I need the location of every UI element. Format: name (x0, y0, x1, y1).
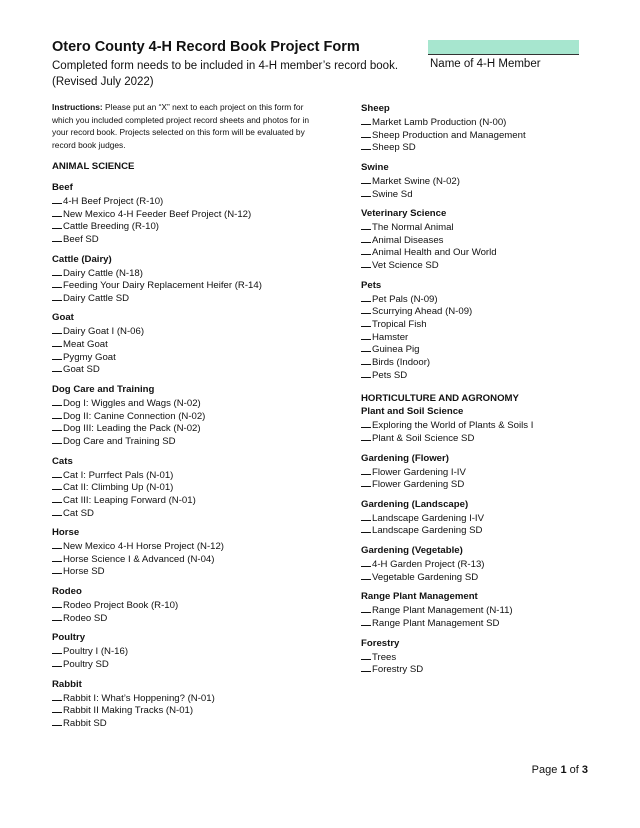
instructions (52, 101, 312, 151)
section-title: Gardening (Vegetable) (361, 545, 463, 557)
project-label: Plant & Soil Science SD (372, 432, 475, 444)
project-label: Trees (372, 651, 397, 663)
subtitle-line-1: Completed form needs to be included in 4-H member’s record book. (52, 60, 399, 72)
of-word: of (569, 764, 579, 776)
checkbox-blank[interactable] (52, 611, 62, 621)
right-sections-animal (361, 102, 631, 380)
section-horse (52, 526, 342, 577)
section-title: Forestry (361, 637, 400, 649)
project-label: Feeding Your Dairy Replacement Heifer (R-14) (63, 280, 262, 292)
project-item (361, 662, 631, 675)
project-item (361, 342, 631, 355)
section-title: Veterinary Science (361, 208, 447, 220)
checkbox-blank[interactable] (52, 291, 62, 301)
section-gardening-landscape (361, 498, 631, 536)
checkbox-blank[interactable] (361, 616, 371, 626)
checkbox-blank[interactable] (361, 368, 371, 378)
project-label: Horse Science I & Advanced (N-04) (63, 553, 215, 565)
checkbox-blank[interactable] (361, 115, 371, 125)
project-item (52, 598, 342, 611)
project-label: Poultry I (N-16) (63, 646, 129, 658)
checkbox-blank[interactable] (361, 523, 371, 533)
project-label: Market Lamb Production (N-00) (372, 117, 507, 128)
project-item (52, 506, 342, 519)
project-label: Rodeo Project Book (R-10) (63, 600, 179, 612)
project-item (52, 194, 342, 207)
project-label: Rodeo SD (63, 612, 108, 624)
project-label: Animal Health and Our World (372, 247, 497, 259)
checkbox-blank[interactable] (52, 598, 62, 608)
section-cats (52, 455, 342, 519)
checkbox-blank[interactable] (361, 245, 371, 255)
member-name-field[interactable] (428, 40, 579, 55)
project-item (52, 493, 342, 506)
project-label: Flower Gardening I-IV (372, 466, 466, 478)
project-item (361, 220, 631, 233)
project-label: Scurrying Ahead (N-09) (372, 306, 473, 318)
section-gardening-vegetable (361, 544, 631, 582)
project-label: Pet Pals (N-09) (372, 293, 438, 305)
project-item (361, 304, 631, 317)
checkbox-blank[interactable] (361, 557, 371, 567)
project-label: Swine Sd (372, 188, 413, 200)
left-sections (52, 181, 342, 729)
checkbox-blank[interactable] (361, 330, 371, 340)
checkbox-blank[interactable] (52, 564, 62, 574)
checkbox-blank[interactable] (361, 304, 371, 314)
left-column (52, 160, 342, 729)
project-label: Range Plant Management (N-11) (372, 605, 513, 617)
checkbox-blank[interactable] (52, 362, 62, 372)
checkbox-blank[interactable] (361, 650, 371, 660)
project-item (52, 396, 342, 409)
page-word: Page (531, 764, 558, 776)
project-item (52, 644, 342, 657)
section-title: Pets (361, 279, 382, 291)
project-label: Cat II: Climbing Up (N-01) (63, 482, 174, 494)
project-item (52, 552, 342, 565)
project-item (361, 140, 631, 153)
project-label: Vegetable Gardening SD (372, 571, 479, 583)
checkbox-blank[interactable] (361, 187, 371, 197)
section-title: Gardening (Flower) (361, 452, 449, 464)
checkbox-blank[interactable] (52, 266, 62, 276)
section-forestry (361, 637, 631, 675)
checkbox-blank[interactable] (361, 431, 371, 441)
section-range-plant-management (361, 590, 631, 628)
section-goat (52, 311, 342, 375)
project-label: Horse SD (63, 566, 105, 578)
project-item (361, 115, 631, 128)
checkbox-blank[interactable] (52, 421, 62, 431)
section-title: Horse (52, 527, 80, 539)
checkbox-blank[interactable] (361, 418, 371, 428)
member-name-label: Name of 4-H Member (430, 58, 541, 70)
section-title: Beef (52, 182, 73, 193)
section-title: Plant and Soil Science (361, 406, 464, 418)
project-label: Rabbit II Making Tracks (N-01) (63, 705, 194, 717)
section-title: Gardening (Landscape) (361, 498, 469, 510)
project-label: Dairy Cattle SD (63, 292, 130, 304)
section-poultry (52, 631, 342, 669)
project-item (361, 233, 631, 246)
instructions-text: Please put an “X” next to each project on this form for which you included completed project record sheets and photos for in your record book. Projects selected on this form will be evaluated by record book judges. (52, 102, 309, 150)
section-sheep (361, 102, 631, 153)
section-title: Swine (361, 161, 389, 173)
project-label: Pets SD (372, 369, 408, 381)
page-footer (532, 764, 588, 776)
project-item (361, 418, 631, 431)
page-total: 3 (581, 764, 588, 776)
project-label: Cattle Breeding (R-10) (63, 221, 159, 233)
project-item (52, 278, 342, 291)
checkbox-blank[interactable] (361, 140, 371, 150)
page-number: 1 (560, 764, 567, 776)
section-cattle-dairy (52, 253, 342, 304)
project-label: Dog III: Leading the Pack (N-02) (63, 423, 201, 435)
project-item (361, 570, 631, 583)
checkbox-blank[interactable] (361, 317, 371, 327)
project-label: 4-H Beef Project (R-10) (63, 196, 164, 207)
project-item (52, 480, 342, 493)
project-item (361, 511, 631, 524)
checkbox-blank[interactable] (361, 342, 371, 352)
project-label: Market Swine (N-02) (372, 175, 460, 187)
category-horticulture: HORTICULTURE AND AGRONOMY (361, 393, 519, 405)
project-label: Sheep Production and Management (372, 129, 526, 141)
checkbox-blank[interactable] (52, 278, 62, 288)
project-item (52, 657, 342, 670)
section-pets (361, 279, 631, 380)
project-item (361, 368, 631, 381)
project-label: Landscape Gardening SD (372, 525, 483, 537)
section-gardening-flower (361, 452, 631, 490)
project-item (361, 557, 631, 570)
project-label: Dog II: Canine Connection (N-02) (63, 410, 206, 422)
project-item (52, 409, 342, 422)
project-item (361, 292, 631, 305)
project-item (52, 703, 342, 716)
project-label: Rabbit I: What’s Hoppening? (N-01) (63, 692, 215, 704)
project-label: Flower Gardening SD (372, 479, 465, 491)
project-item (52, 232, 342, 245)
project-label: Meat Goat (63, 339, 108, 351)
project-label: Sheep SD (372, 142, 416, 154)
checkbox-blank[interactable] (52, 409, 62, 419)
checkbox-blank[interactable] (361, 233, 371, 243)
section-title: Rabbit (52, 678, 82, 690)
checkbox-blank[interactable] (52, 337, 62, 347)
project-label: Tropical Fish (372, 319, 427, 331)
project-label: Dog I: Wiggles and Wags (N-02) (63, 398, 201, 410)
project-label: Cat I: Purrfect Pals (N-01) (63, 469, 174, 481)
section-title: Dog Care and Training (52, 384, 155, 396)
section-title: Poultry (52, 632, 86, 644)
project-label: Dairy Cattle (N-18) (63, 267, 143, 279)
section-title: Rodeo (52, 586, 82, 598)
project-item (52, 539, 342, 552)
project-label: Exploring the World of Plants & Soils I (372, 420, 534, 432)
section-title: Cats (52, 455, 73, 467)
section-beef (52, 181, 342, 245)
checkbox-blank[interactable] (361, 603, 371, 613)
checkbox-blank[interactable] (52, 480, 62, 490)
subtitle-line-2: (Revised July 2022) (52, 76, 154, 88)
section-dog-care-and-training (52, 383, 342, 447)
project-item (361, 477, 631, 490)
project-label: Poultry SD (63, 659, 109, 671)
project-item (361, 431, 631, 444)
project-label: Beef SD (63, 233, 99, 245)
project-item (361, 650, 631, 663)
checkbox-blank[interactable] (52, 539, 62, 549)
project-label: Goat SD (63, 364, 100, 376)
project-item (52, 219, 342, 232)
project-label: Pygmy Goat (63, 351, 116, 363)
checkbox-blank[interactable] (52, 716, 62, 726)
form-subtitle (52, 58, 412, 90)
checkbox-blank[interactable] (361, 511, 371, 521)
project-item (52, 611, 342, 624)
section-rabbit (52, 678, 342, 729)
checkbox-blank[interactable] (52, 350, 62, 360)
project-label: Cat III: Leaping Forward (N-01) (63, 494, 196, 506)
project-item (52, 564, 342, 577)
project-label: Cat SD (63, 507, 94, 519)
project-item (52, 207, 342, 220)
project-item (52, 266, 342, 279)
project-item (361, 355, 631, 368)
checkbox-blank[interactable] (52, 194, 62, 204)
section-rodeo (52, 585, 342, 623)
checkbox-blank[interactable] (52, 493, 62, 503)
project-item (361, 523, 631, 536)
project-item (361, 128, 631, 141)
checkbox-blank[interactable] (52, 691, 62, 701)
project-item (52, 716, 342, 729)
right-column (361, 102, 631, 675)
checkbox-blank[interactable] (361, 292, 371, 302)
project-item (361, 603, 631, 616)
project-item (52, 691, 342, 704)
project-item (52, 468, 342, 481)
project-item (52, 324, 342, 337)
form-title: Otero County 4-H Record Book Project Form (52, 39, 360, 55)
section-swine (361, 161, 631, 199)
project-label: Forestry SD (372, 664, 424, 676)
project-item (52, 362, 342, 375)
project-label: Guinea Pig (372, 344, 420, 356)
project-item (52, 291, 342, 304)
checkbox-blank[interactable] (52, 324, 62, 334)
project-item (361, 616, 631, 629)
right-sections-horticulture (361, 405, 631, 675)
section-title: Goat (52, 312, 74, 324)
instructions-label: Instructions: (52, 102, 103, 112)
checkbox-blank[interactable] (361, 220, 371, 230)
project-label: Birds (Indoor) (372, 356, 431, 368)
project-item (361, 187, 631, 200)
checkbox-blank[interactable] (52, 552, 62, 562)
project-label: 4-H Garden Project (R-13) (372, 559, 485, 571)
project-item (361, 174, 631, 187)
checkbox-blank[interactable] (52, 207, 62, 217)
project-label: Dairy Goat I (N-06) (63, 326, 145, 338)
checkbox-blank[interactable] (52, 468, 62, 478)
checkbox-blank[interactable] (361, 570, 371, 580)
project-item (361, 258, 631, 271)
project-item (361, 465, 631, 478)
project-label: Dog Care and Training SD (63, 435, 176, 447)
project-label: Rabbit SD (63, 717, 107, 729)
checkbox-blank[interactable] (52, 644, 62, 654)
project-label: Animal Diseases (372, 234, 444, 246)
section-title: Range Plant Management (361, 591, 478, 603)
checkbox-blank[interactable] (361, 174, 371, 184)
project-item (52, 350, 342, 363)
checkbox-blank[interactable] (52, 434, 62, 444)
checkbox-blank[interactable] (52, 232, 62, 242)
category-animal-science: ANIMAL SCIENCE (52, 161, 135, 172)
project-item (361, 330, 631, 343)
checkbox-blank[interactable] (52, 219, 62, 229)
project-label: Vet Science SD (372, 260, 439, 272)
project-label: Hamster (372, 331, 409, 343)
checkbox-blank[interactable] (361, 477, 371, 487)
checkbox-blank[interactable] (361, 258, 371, 268)
checkbox-blank[interactable] (52, 703, 62, 713)
section-title: Sheep (361, 103, 390, 114)
checkbox-blank[interactable] (361, 128, 371, 138)
checkbox-blank[interactable] (361, 662, 371, 672)
project-label: The Normal Animal (372, 222, 454, 234)
project-label: New Mexico 4-H Horse Project (N-12) (63, 541, 224, 553)
section-title: Cattle (Dairy) (52, 253, 112, 265)
checkbox-blank[interactable] (52, 506, 62, 516)
checkbox-blank[interactable] (361, 465, 371, 475)
project-item (361, 245, 631, 258)
checkbox-blank[interactable] (52, 657, 62, 667)
checkbox-blank[interactable] (361, 355, 371, 365)
project-item (52, 434, 342, 447)
section-veterinary-science (361, 207, 631, 271)
project-label: New Mexico 4-H Feeder Beef Project (N-12) (63, 208, 252, 220)
project-item (52, 421, 342, 434)
project-label: Range Plant Management SD (372, 618, 500, 630)
project-item (52, 337, 342, 350)
checkbox-blank[interactable] (52, 396, 62, 406)
section-plant-and-soil-science (361, 405, 631, 443)
project-item (361, 317, 631, 330)
project-label: Landscape Gardening I-IV (372, 512, 485, 524)
